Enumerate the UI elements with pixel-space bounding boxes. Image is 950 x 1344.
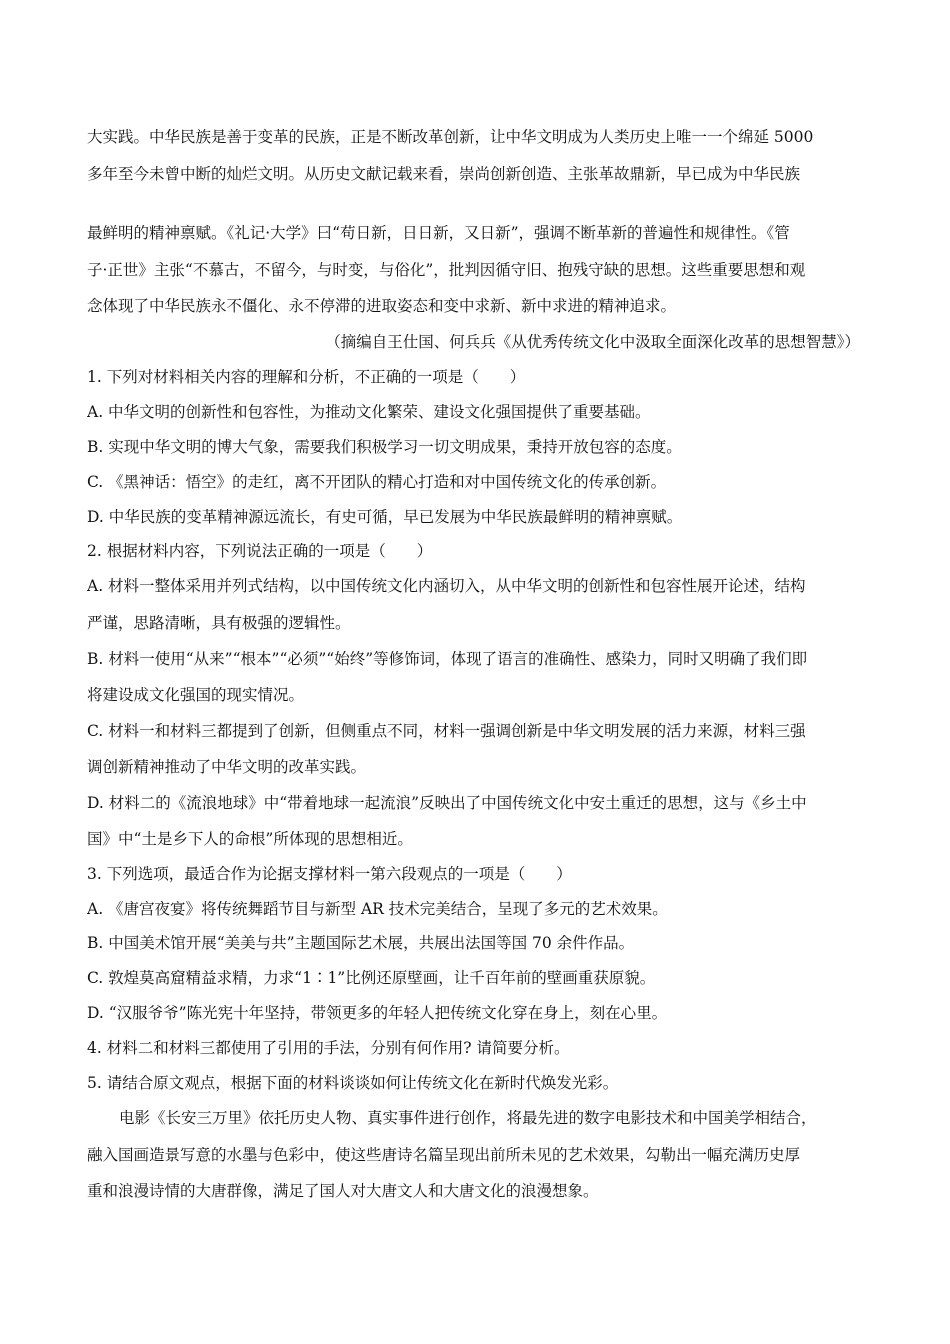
question-1-option-a: A. 中华文明的创新性和包容性，为推动文化繁荣、建设文化强国提供了重要基础。 [87,403,651,421]
question-3-option-d: D. “汉服爷爷”陈光宪十年坚持，带领更多的年轻人把传统文化穿在身上，刻在心里。 [87,1004,668,1022]
question-2-stem: 2. 根据材料内容，下列说法正确的一项是（ ） [87,542,433,560]
question-1-option-b: B. 实现中华文明的博大气象，需要我们积极学习一切文明成果，秉持开放包容的态度。 [87,438,682,456]
question-5-material-line: 重和浪漫诗情的大唐群像，满足了国人对大唐文人和大唐文化的浪漫想象。 [87,1182,599,1200]
question-2-option-a-cont: 严谨，思路清晰，具有极强的逻辑性。 [87,614,351,632]
question-3-option-a: A. 《唐宫夜宴》将传统舞蹈节目与新型 AR 技术完美结合，呈现了多元的艺术效果。 [87,900,668,918]
question-1-stem: 1. 下列对材料相关内容的理解和分析，不正确的一项是（ ） [87,368,526,386]
question-2-option-d-cont: 国》中“土是乡下人的命根”所体现的思想相近。 [87,830,413,848]
question-5-material-line: 融入国画造景写意的水墨与色彩中，使这些唐诗名篇呈现出前所未见的艺术效果，勾勒出一幅充满历史厚 [87,1146,801,1164]
passage-line: 念体现了中华民族永不僵化、永不停滞的进取姿态和变中求新、新中求进的精神追求。 [87,297,677,315]
question-5-stem: 5. 请结合原文观点，根据下面的材料谈谈如何让传统文化在新时代焕发光彩。 [87,1074,619,1092]
question-3-stem: 3. 下列选项，最适合作为论据支撑材料一第六段观点的一项是（ ） [87,865,572,883]
passage-line: 最鲜明的精神禀赋。《礼记·大学》曰“苟日新，日日新，又日新”，强调不断革新的普遍性和规律性。《管 [87,224,790,242]
question-2-option-d: D. 材料二的《流浪地球》中“带着地球一起流浪”反映出了中国传统文化中安土重迁的思想，这与《乡土中 [87,794,807,812]
passage-line: 大实践。中华民族是善于变革的民族，正是不断改革创新，让中华文明成为人类历史上唯一一个绵延 5000 [87,128,814,146]
question-2-option-b: B. 材料一使用“从来”“根本”“必须”“始终”等修饰词，体现了语言的准确性、感染力，同时又明确了我们即 [87,650,808,668]
question-1-option-d: D. 中华民族的变革精神源远流长，有史可循，早已发展为中华民族最鲜明的精神禀赋。 [87,508,683,526]
passage-line: 多年至今未曾中断的灿烂文明。从历史文献记载来看，崇尚创新创造、主张革故鼎新，早已成为中华民族 [87,165,801,183]
question-3-option-b: B. 中国美术馆开展“美美与共”主题国际艺术展，共展出法国等国 70 余件作品。 [87,934,635,952]
question-2-option-c-cont: 调创新精神推动了中华文明的改革实践。 [87,758,367,776]
question-5-material-line: 电影《长安三万里》依托历史人物、真实事件进行创作，将最先进的数字电影技术和中国美学相结合， [119,1109,817,1127]
passage-line: 子·正世》主张“不慕古，不留今，与时变，与俗化”，批判因循守旧、抱残守缺的思想。这些重要思想和观 [87,261,806,279]
question-2-option-b-cont: 将建设成文化强国的现实情况。 [87,686,305,704]
question-4-stem: 4. 材料二和材料三都使用了引用的手法，分别有何作用? 请简要分析。 [87,1039,570,1057]
question-1-option-c: C. 《黑神话：悟空》的走红，离不开团队的精心打造和对中国传统文化的传承创新。 [87,473,667,491]
question-3-option-c: C. 敦煌莫高窟精益求精，力求“1∶1”比例还原壁画，让千百年前的壁画重获原貌。 [87,969,656,987]
question-2-option-a: A. 材料一整体采用并列式结构，以中国传统文化内涵切入，从中华文明的创新性和包容性展开论述，结构 [87,577,806,595]
passage-source: （摘编自王仕国、何兵兵《从优秀传统文化中汲取全面深化改革的思想智慧》） [325,333,860,351]
question-2-option-c: C. 材料一和材料三都提到了创新，但侧重点不同，材料一强调创新是中华文明发展的活力来源，材料三强 [87,722,806,740]
